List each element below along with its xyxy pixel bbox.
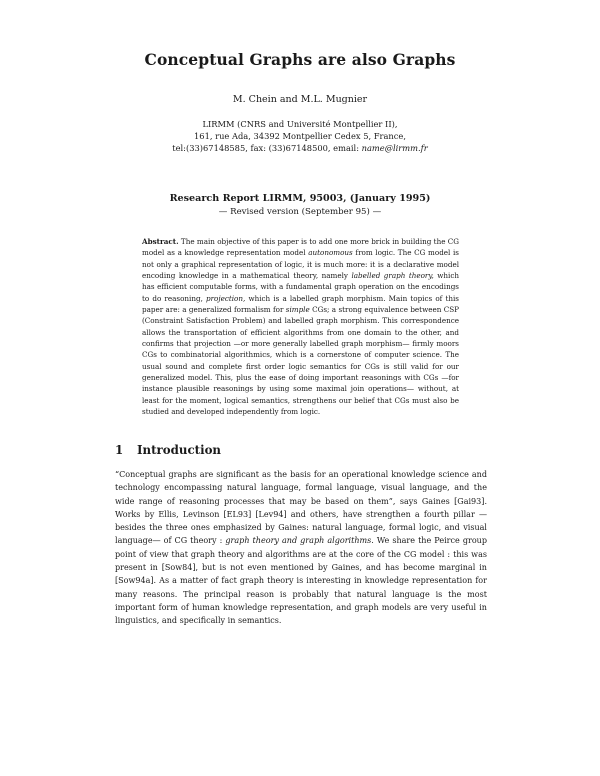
paper-title: Conceptual Graphs are also Graphs [144, 50, 456, 69]
abstract-emphasis: projection, [206, 293, 246, 303]
contact-numbers: tel:(33)67148585, fax: (33)67148500, email: [172, 143, 362, 153]
abstract-label: Abstract. [142, 237, 179, 246]
affiliation-line-2: 161, rue Ada, 34392 Montpellier Cedex 5, France, [194, 131, 406, 141]
introduction-paragraph [115, 468, 487, 628]
abstract-text: CGs; a strong equivalence between CSP (Constraint Satisfaction Problem) and labelled graph morphism. This correspondence allows the transportation of efficient algorithms from one domain to the other, and confirms that projection —or more generally labelled graph morphism— firmly moors CGs to combinatorial algorithmics, which is a cornerstone of computer science. The usual sound and complete first order logic semantics for CGs is still valid for our generalized model. This, plus the ease of doing important reasonings with CGs —for instance plausible reasonings by using some maximal join operations— without, at least for the moment, logical semantics, strengthens our belief that CGs must also be studied and developed independently from logic. [142, 305, 459, 417]
report-title: Research Report LIRMM, 95003, (January 1995) [169, 193, 431, 204]
abstract-text: from logic. The CG model is not only a graphical representation of logic, it is much more: it is a declarative model encoding knowledge in a mathematical theory, namely [142, 248, 459, 281]
abstract-text: The main objective of this paper is to add one more brick in building the CG model as a knowledge representation model [142, 237, 459, 258]
abstract-emphasis: simple [285, 305, 310, 315]
report-revision: — Revised version (September 95) — [218, 207, 382, 217]
section-title: Introduction [137, 443, 222, 457]
abstract-text: which is a labelled graph morphism. Main topics of this paper are: a generalized formalism for [142, 293, 459, 315]
contact-email: name@lirmm.fr [361, 143, 428, 153]
intro-emphasis: graph theory and graph algorithms. [225, 536, 374, 546]
intro-text: “Conceptual graphs are significant as the basis for an operational knowledge science and technology encompassing natural language, formal language, visual language, and the wide range of reasoning processes that may be based on them”, says Gaines [Gai93]. Works by Ellis, Levinson [EL93] [Lev94] and others, have strengthen a fourth pillar —besides the three ones emphasized by Gaines: natural language, formal logic, and visual language— of CG theory : [115, 470, 487, 546]
affiliation-line-3 [0, 142, 600, 154]
section-number: 1 [115, 443, 124, 457]
abstract-emphasis: autonomous [308, 248, 353, 258]
abstract-emphasis: labelled graph theory, [351, 271, 434, 281]
paper-authors: M. Chein and M.L. Mugnier [232, 94, 368, 105]
abstract-text: which has efficient computable forms, with a fundamental graph operation on the encodings to do reasoning, [142, 271, 459, 303]
intro-text: We share the Peirce group point of view that graph theory and algorithms are at the core of the CG model : this was present in [Sow84], but is not even mentioned by Gaines, and has become marginal in [Sow94a]. As a matter of fact graph theory is interesting in knowledge representation for many reasons. The principal reason is probably that natural language is the most important form of human knowledge representation, and graph models are very useful in linguistics, and specifically in semantics. [115, 536, 488, 626]
abstract [142, 236, 459, 418]
affiliation-line-1: LIRMM (CNRS and Université Montpellier II), [202, 119, 398, 129]
affiliation [0, 118, 600, 154]
section-heading [115, 443, 221, 457]
